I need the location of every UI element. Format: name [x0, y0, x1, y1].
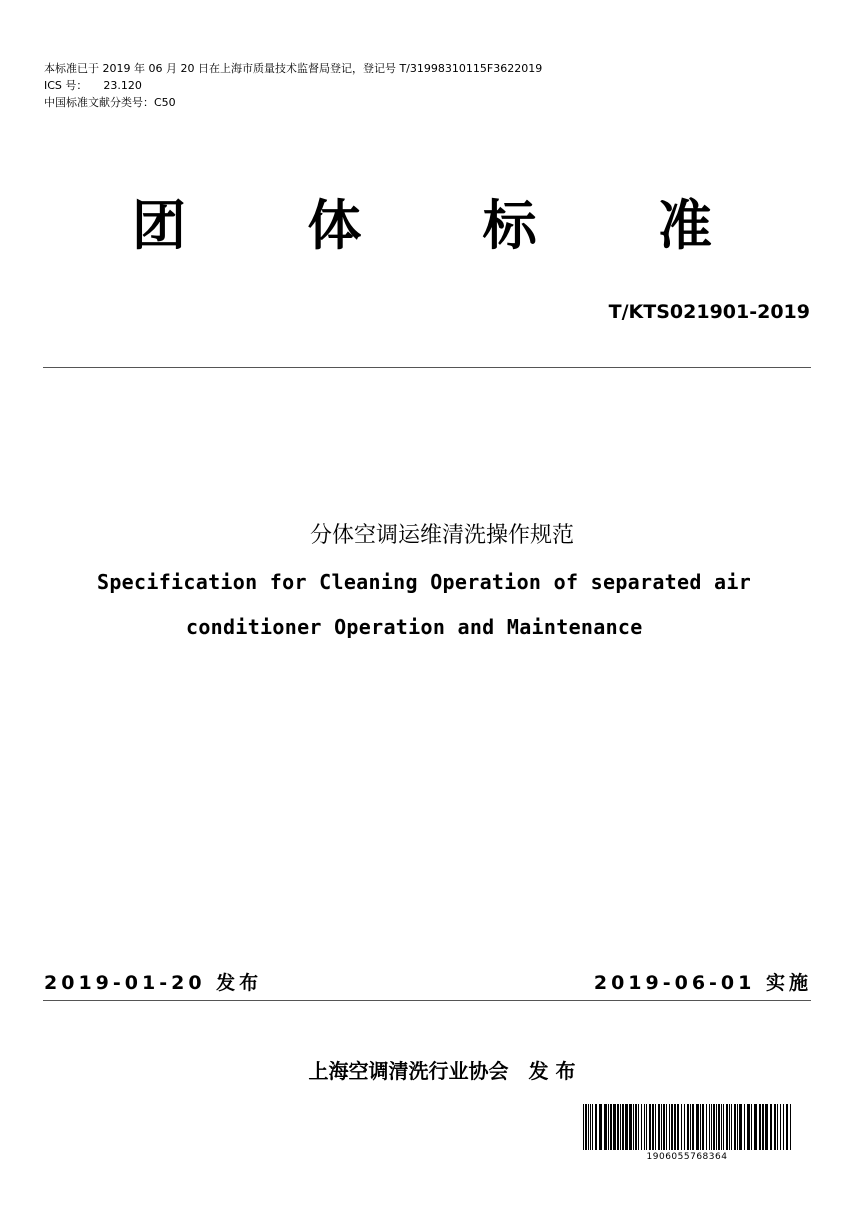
barcode-bar: [658, 1104, 660, 1150]
barcode-bar: [604, 1104, 607, 1150]
barcode-bar: [765, 1104, 768, 1150]
barcode-bar: [652, 1104, 654, 1150]
barcode-bar: [711, 1104, 712, 1150]
barcode-bar: [681, 1104, 682, 1150]
barcode-bar: [641, 1104, 642, 1150]
barcode-bar: [734, 1104, 736, 1150]
barcode-bar: [633, 1104, 634, 1150]
barcode-bar: [718, 1104, 720, 1150]
barcode-bar: [666, 1104, 667, 1150]
english-title-line-1: Specification for Cleaning Operation of separated air: [97, 570, 752, 594]
barcode-bar: [644, 1104, 645, 1150]
heading-char-4: 准: [657, 194, 712, 257]
barcode-bar: [729, 1104, 730, 1150]
barcode-bar: [706, 1104, 707, 1150]
barcode-bar: [762, 1104, 764, 1150]
barcode-bar: [780, 1104, 781, 1150]
barcode-bar: [687, 1104, 689, 1150]
barcode-bar: [747, 1104, 750, 1150]
top-divider: [43, 367, 811, 368]
ics-value: 23.120: [103, 79, 142, 92]
heading-char-2: 体: [307, 194, 362, 257]
barcode-bar: [786, 1104, 788, 1150]
barcode-bar: [613, 1104, 616, 1150]
english-title-line-2: conditioner Operation and Maintenance: [186, 615, 643, 639]
barcode-bar: [690, 1104, 691, 1150]
barcode-bar: [599, 1104, 602, 1150]
barcode-bar: [737, 1104, 738, 1150]
barcode-number: 1906055768364: [646, 1152, 728, 1162]
barcode-bar: [713, 1104, 715, 1150]
release-date: 2019-01-20 发布: [44, 972, 263, 994]
barcode-bar: [739, 1104, 742, 1150]
barcode-bar: [592, 1104, 593, 1150]
barcode-bar: [663, 1104, 665, 1150]
barcode-bar: [649, 1104, 651, 1150]
barcode-bar: [677, 1104, 679, 1150]
ics-label: ICS 号：: [44, 79, 88, 92]
barcode-bar: [629, 1104, 632, 1150]
barcode-bar: [709, 1104, 710, 1150]
barcode-bar: [716, 1104, 717, 1150]
barcode-bar: [674, 1104, 676, 1150]
barcode-bar: [770, 1104, 772, 1150]
barcode-bar: [661, 1104, 662, 1150]
barcode-bar: [583, 1104, 584, 1150]
barcode-bar: [702, 1104, 704, 1150]
document-type-heading: [132, 186, 712, 266]
implementation-date: 2019-06-01 实施: [593, 972, 812, 994]
barcode-bar: [617, 1104, 619, 1150]
barcode-bar: [635, 1104, 637, 1150]
barcode-bar: [700, 1104, 701, 1150]
barcode-bar: [610, 1104, 612, 1150]
barcode-bar: [751, 1104, 752, 1150]
classification-number: 中国标准文献分类号：C50: [44, 96, 176, 109]
barcode-bar: [595, 1104, 597, 1150]
heading-char-3: 标: [482, 194, 537, 257]
barcode-bar: [759, 1104, 761, 1150]
barcode-bar: [671, 1104, 673, 1150]
chinese-title: 分体空调运维清洗操作规范: [309, 523, 574, 548]
barcode-bar: [726, 1104, 728, 1150]
barcode-bar: [692, 1104, 694, 1150]
heading-char-1: 团: [132, 194, 186, 257]
barcode-bar: [620, 1104, 621, 1150]
barcode-bar: [744, 1104, 745, 1150]
barcode-bar: [608, 1104, 609, 1150]
barcode-bar: [790, 1104, 791, 1150]
barcode-bars: [581, 1104, 793, 1150]
barcode-bar: [669, 1104, 670, 1150]
barcode-bar: [638, 1104, 639, 1150]
barcode-bar: [723, 1104, 724, 1150]
ics-number: [44, 79, 142, 93]
barcode-bar: [625, 1104, 628, 1150]
barcode-bar: [696, 1104, 699, 1150]
barcode-bar: [588, 1104, 589, 1150]
standard-code: T/KTS021901-2019: [608, 301, 810, 323]
barcode-bar: [655, 1104, 656, 1150]
barcode-bar: [590, 1104, 591, 1150]
barcode-bar: [646, 1104, 647, 1150]
barcode-bar: [783, 1104, 784, 1150]
barcode-bar: [731, 1104, 732, 1150]
bottom-divider: [43, 1000, 811, 1001]
publisher: 上海空调清洗行业协会 发 布: [308, 1059, 576, 1083]
barcode-bar: [684, 1104, 685, 1150]
barcode-bar: [777, 1104, 778, 1150]
barcode-bar: [721, 1104, 722, 1150]
registration-notice: 本标准已于 2019 年 06 月 20 日在上海市质量技术监督局登记，登记号 T/31998310115F3622019: [44, 62, 543, 75]
barcode-bar: [774, 1104, 776, 1150]
barcode-bar: [585, 1104, 587, 1150]
barcode: [581, 1104, 793, 1163]
barcode-bar: [622, 1104, 624, 1150]
barcode-bar: [754, 1104, 757, 1150]
